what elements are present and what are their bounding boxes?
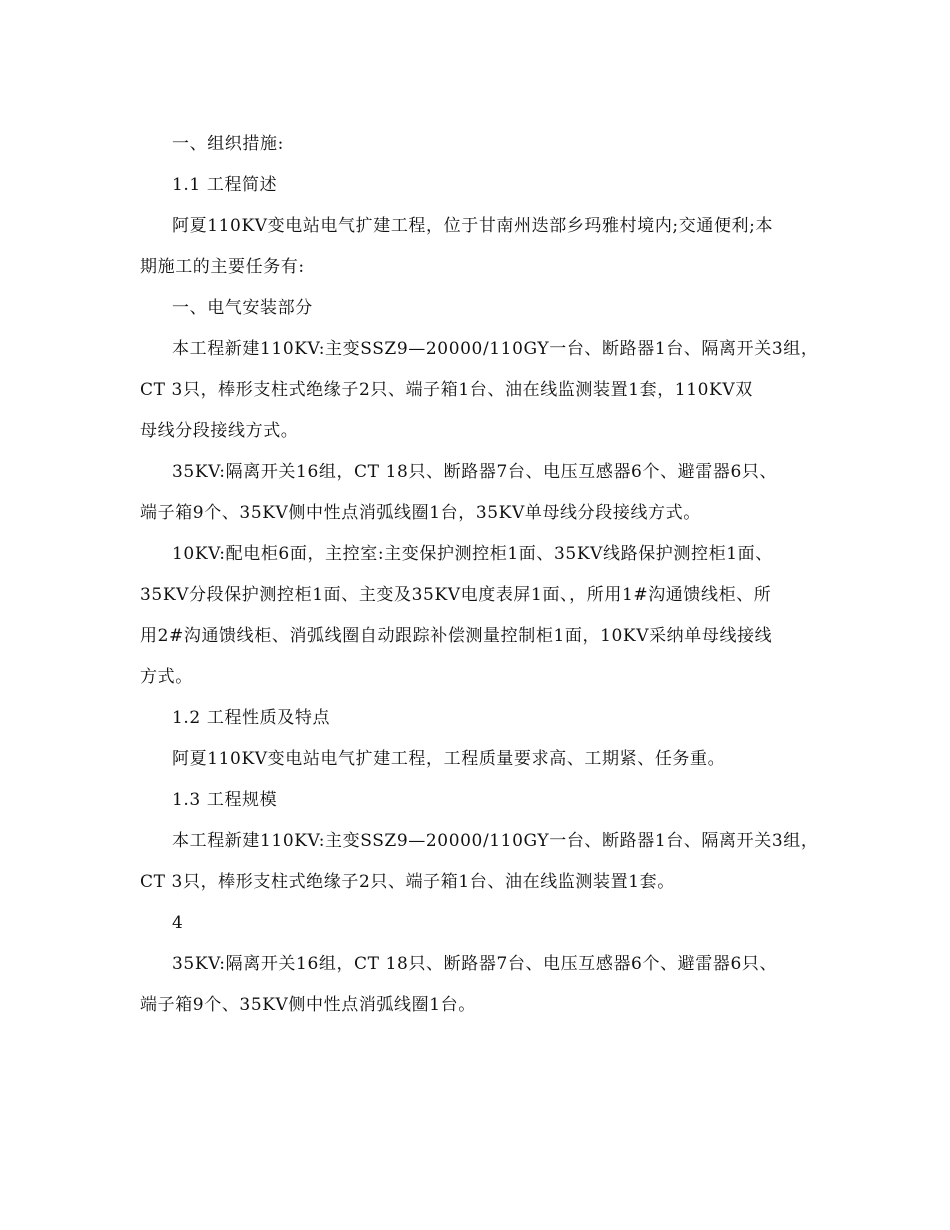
paragraph-line: 10KV:配电柜6面，主控室:主变保护测控柜1面、35KV线路保护测控柜1面、	[172, 544, 773, 564]
paragraph-line: 用2#沟通馈线柜、消弧线圈自动跟踪补偿测量控制柜1面，10KV采纳单母线接线	[140, 626, 773, 646]
paragraph-line: 35KV:隔离开关16组，CT 18只、断路器7台、电压互感器6个、避雷器6只、	[172, 954, 778, 974]
paragraph-line: 期施工的主要任务有:	[140, 257, 305, 277]
paragraph-line: CT 3只，棒形支柱式绝缘子2只、端子箱1台、油在线监测装置1套，110KV双	[140, 380, 753, 400]
paragraph-line: 本工程新建110KV:主变SSZ9—20000/110GY一台、断路器1台、隔离开关3组，	[172, 831, 819, 851]
subsection-heading: 1.1 工程简述	[172, 175, 278, 195]
paragraph-line: 本工程新建110KV:主变SSZ9—20000/110GY一台、断路器1台、隔离开关3组，	[172, 339, 819, 359]
subsection-heading: 1.3 工程规模	[172, 790, 278, 810]
paragraph-line: 母线分段接线方式。	[140, 421, 299, 441]
section-heading: 一、电气安装部分	[172, 298, 313, 318]
paragraph-line: 35KV:隔离开关16组，CT 18只、断路器7台、电压互感器6个、避雷器6只、	[172, 462, 778, 482]
paragraph-line: 方式。	[140, 667, 193, 687]
paragraph-line: 端子箱9个、35KV侧中性点消弧线圈1台，35KV单母线分段接线方式。	[140, 503, 701, 523]
paragraph-line: CT 3只，棒形支柱式绝缘子2只、端子箱1台、油在线监测装置1套。	[140, 872, 675, 892]
paragraph-line: 阿夏110KV变电站电气扩建工程，位于甘南州迭部乡玛雅村境内;交通便利;本	[172, 216, 774, 236]
subsection-heading: 1.2 工程性质及特点	[172, 708, 331, 728]
paragraph-line: 阿夏110KV变电站电气扩建工程，工程质量要求高、工期紧、任务重。	[172, 749, 726, 769]
paragraph-line: 端子箱9个、35KV侧中性点消弧线圈1台。	[140, 995, 476, 1015]
page-number: 4	[172, 913, 184, 933]
paragraph-line: 35KV分段保护测控柜1面、主变及35KV电度表屏1面、，所用1#沟通馈线柜、所	[140, 585, 772, 605]
section-heading: 一、组织措施:	[172, 134, 284, 154]
